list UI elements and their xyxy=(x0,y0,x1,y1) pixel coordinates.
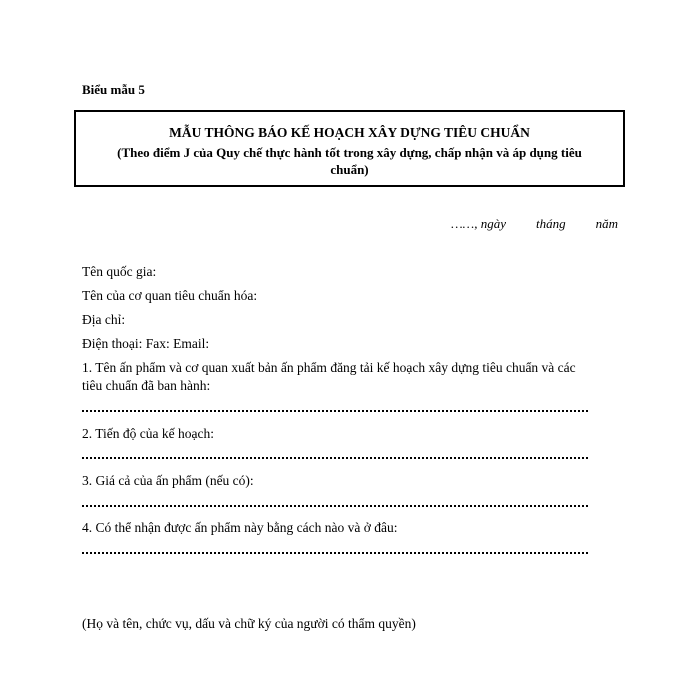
agency-field: Tên của cơ quan tiêu chuẩn hóa: xyxy=(82,288,258,303)
country-field: Tên quốc gia: xyxy=(82,264,157,279)
address-field: Địa chỉ: xyxy=(82,312,126,327)
section-price: 3. Giá cả của ấn phẩm (nếu có): xyxy=(82,473,254,488)
signature-note: (Họ và tên, chức vụ, dấu và chữ ký của người có thẩm quyền) xyxy=(82,616,416,631)
dotted-line xyxy=(82,503,588,507)
section-availability: 4. Có thể nhận được ấn phẩm này bằng cách nào và ở đâu: xyxy=(82,520,398,535)
section-publication: 1. Tên ấn phẩm và cơ quan xuất bản ấn phẩm đăng tải kế hoạch xây dựng tiêu chuẩn và các tiêu chuẩn đã ban hành: xyxy=(82,360,576,393)
date-line xyxy=(451,216,618,232)
dotted-line xyxy=(82,550,588,554)
form-label: Biểu mẫu 5 xyxy=(82,82,145,97)
dotted-line xyxy=(82,455,588,459)
form-subtitle: (Theo điểm J của Quy chế thực hành tốt trong xây dựng, chấp nhận và áp dụng tiêu chuẩn) xyxy=(117,145,582,177)
date-year: năm xyxy=(595,216,618,231)
dotted-line xyxy=(82,408,588,412)
form-title: MẪU THÔNG BÁO KẾ HOẠCH XÂY DỰNG TIÊU CHUẨN xyxy=(169,125,530,140)
section-schedule: 2. Tiến độ của kế hoạch: xyxy=(82,426,214,441)
contact-field: Điện thoại: Fax: Email: xyxy=(82,336,210,351)
title-box xyxy=(74,110,625,187)
date-month: tháng xyxy=(535,216,566,231)
date-place: ……, ngày xyxy=(451,216,506,231)
